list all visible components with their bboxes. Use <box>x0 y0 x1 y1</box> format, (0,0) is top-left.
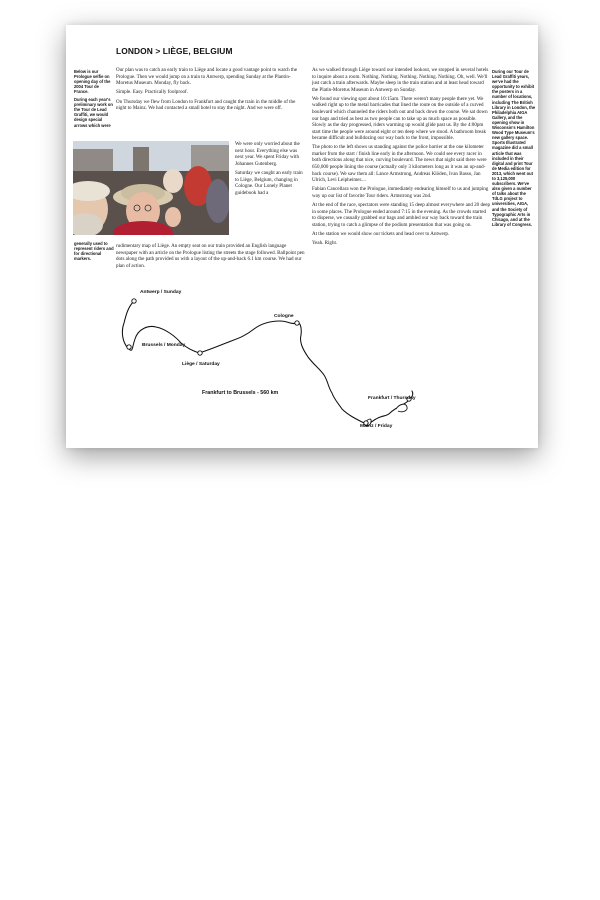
right-sidenote: During our Tour de Lead Graffiti years, we've had the opportunity to exhibit the posters in a number of locations, including The British Library in London, the Philadelphia AIGA Gallery, and the opening show in Wisconsin's Hamilton Wood Type Museum's new gallery space. Sports Illustrated magazine did a small article that was included in their digital and print Tour de Media edition for 2013, which went out to 3,125,000 subscribers. We've also given a number of talks about the TdLG project to universities, AIGA, and the Society of Typographic Arts in Chicago, and at the Library of Congress. <box>492 69 536 227</box>
map-label-antwerp: Antwerp / Sunday <box>140 290 182 295</box>
paragraph: Yeah. Right. <box>312 240 338 247</box>
sidenote-arrows: During each year's preliminary work on the Tour de Lead Graffiti, we would design special arrows which were <box>74 97 113 128</box>
paragraph: At the end of the race, spectators were standing 15 deep almost everywhere and 20 deep in some places. The Prologue ended around 7:15 in the evening. As the crowds started to disperse, we casually grabbed our bags and ambled our way back toward the train station, trying to catch a glimpse of the podium presentation that was going on. <box>312 202 490 228</box>
map-label-liege: Liège / Saturday <box>182 362 220 367</box>
page-title: LONDON > LIÈGE, BELGIUM <box>116 46 233 56</box>
paragraph: Fabian Cancellara won the Prologue, immediately endearing himself to us and jumping way up our list of favorite Tour riders. Armstrong was 2nd. <box>312 186 489 199</box>
paragraph: Simple. Easy. Practically foolproof. <box>116 89 188 96</box>
left-sidenote-bottom: generally used to represent riders and for directional markers. <box>74 241 114 262</box>
marker-liege <box>198 351 202 355</box>
paragraph: We were only worried about the next hour. Everything else was next year. We spent Friday with Johannes Gutenberg. <box>235 141 300 167</box>
paragraph: On Thursday we flew from London to Frankfurt and caught the train in the middle of the night to Mainz. We had contacted a small hotel to stay the night. And we were off. <box>116 98 296 112</box>
map-label-brussels: Brussels / Monday <box>142 343 186 348</box>
marker-antwerp <box>132 299 136 303</box>
paragraph: At the station we would show our tickets and head over to Antwerp. <box>312 231 450 238</box>
map-label-mainz: Mainz / Friday <box>360 424 393 429</box>
paragraph: Saturday we caught an early train to Liège, Belgium, changing in Cologne. Our Lonely Planet guidebook had a <box>235 170 303 196</box>
book-page <box>66 25 538 448</box>
route-line <box>122 301 412 424</box>
route-map <box>66 25 538 448</box>
paragraph: As we walked through Liège toward our intended lookout, we stopped in several hotels to inquire about a room. Nothing. Nothing. Nothing. Nothing. Nothing. Oh, well. We'll just catch a train afterwards. Maybe sleep in the train station and at least head toward the Platin-Moretus Museum in Antwerp on Sunday. <box>312 67 489 93</box>
map-label-cologne: Cologne <box>274 314 294 319</box>
paragraph: Our plan was to catch an early train to Liège and locate a good vantage point to watch the Prologue. Then we would jump on a train to Antwerp, spending Sunday at the Plantin-Moretus Museum. Monday, fly back. <box>116 67 298 87</box>
map-label-frankfurt: Frankfurt / Thursday <box>368 396 416 401</box>
paragraph: rudimentary map of Liège. An empty seat on our train provided an English language newspaper with an article on the Prologue listing the streets the stage followed. Ballpoint pen dots along the path provided us with a layout of the up-and-back 6.1 km course. We had our plan of action. <box>116 243 305 269</box>
paragraph: The photo to the left shows us standing against the police barrier at the one kilometer marker from the start / finish line early in the afternoon. We could see every racer in both directions along that nice, curving boulevard. The news that night said there were 650,000 people lining the course (actually only 3 kilometers long as it was an up-and-back course). We saw them all: Lance Armstrong, Andreas Klöden, Ivan Basso, Jan Ulrich, Levi Leipheimer.... <box>312 144 487 184</box>
marker-brussels <box>127 345 131 349</box>
route-loop-frankfurt <box>396 404 407 412</box>
sidenote-selfie: Below is our Prologue selfie on opening day of the 2004 Tour de France. <box>74 69 111 95</box>
map-title: Frankfurt to Brussels - 560 km <box>202 390 279 396</box>
marker-cologne <box>295 321 299 325</box>
paragraph: We found our viewing spot about 10:15am. There weren't many people there yet. We walked right up to the metal barricades that lined the route on the outside of a curved boulevard which channeled the riders both out and back down the course. We sat down our bags and tried as best as two people can to take up as much space as possible. Slowly as the day progressed, riders warming up would glide past us. By the 4:00pm start time the people were around eight or ten deep where we stood. A bathroom break became difficult and bulldozing our way back to the front, impossible. <box>312 95 488 142</box>
